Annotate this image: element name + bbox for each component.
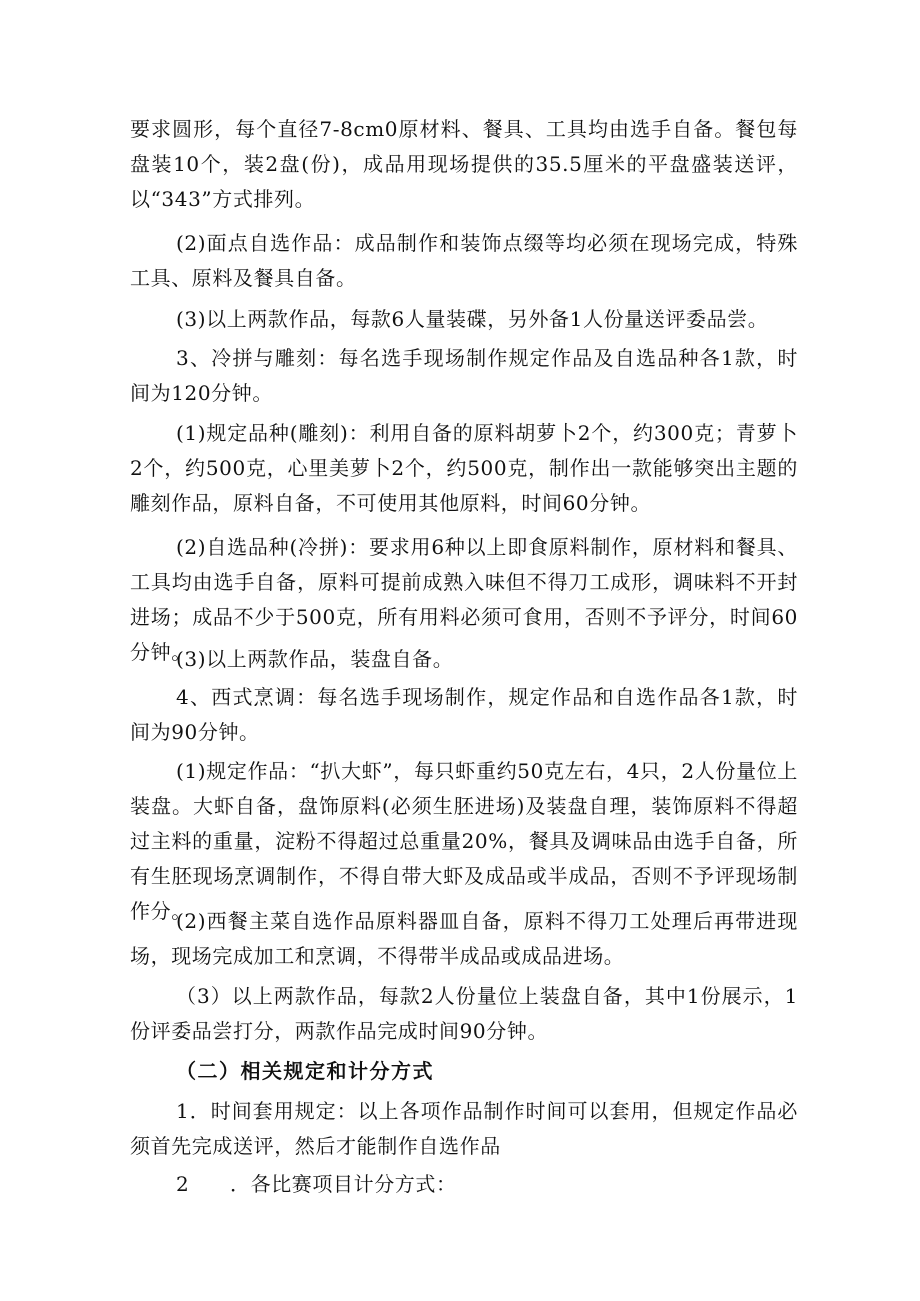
paragraph-western-cooking-title: 4、西式烹调：每名选手现场制作，规定作品和自选作品各1款，时间为90分钟。 — [130, 685, 798, 744]
paragraph-cold-platter: (2)自选品种(冷拼)：要求用6种以上即食原料制作，原材料和餐具、工具均由选手自备，原料可提前成熟入味但不得刀工成形，调味料不开封进场；成品不少于500克，所有用料必须可食用，否则不予评分，时间60分钟。 — [130, 535, 798, 664]
rule-2-text: ．各比赛项目计分方式： — [230, 1172, 457, 1196]
section-heading: （二）相关规定和计分方式 — [176, 1059, 434, 1083]
paragraph-western-plating: （3）以上两款作品，每款2人份量位上装盘自备，其中1份展示，1份评委品尝打分，两款作品完成时间90分钟。 — [130, 984, 798, 1043]
paragraph-pastry-selected: (2)面点自选作品：成品制作和装饰点缀等均必须在现场完成，特殊工具、原料及餐具自备。 — [130, 231, 798, 290]
rule-2-number: 2 — [176, 1172, 189, 1196]
paragraph-western-required: (1)规定作品：“扒大虾”，每只虾重约50克左右，4只，2人份量位上装盘。大虾自备，盘饰原料(必须生胚进场)及装盘自理，装饰原料不得超过主料的重量，淀粉不得超过总重量20%，餐具及调味品由选手自备，所有生胚现场烹调制作，不得自带大虾及成品或半成品，否则不予评现场制作分。 — [130, 759, 798, 923]
paragraph-cold-carving-title: 3、冷拼与雕刻：每名选手现场制作规定作品及自选品种各1款，时间为120分钟。 — [130, 346, 798, 405]
paragraph-bread-requirements: 要求圆形，每个直径7-8cm0原材料、餐具、工具均由选手自备。餐包每盘装10个，装2盘(份)，成品用现场提供的35.5厘米的平盘盛装送评，以“343”方式排列。 — [130, 117, 798, 211]
paragraph-cold-plating: (3)以上两款作品，装盘自备。 — [176, 647, 454, 671]
paragraph-rule-time: 1．时间套用规定：以上各项作品制作时间可以套用，但规定作品必须首先完成送评，然后才能制作自选作品 — [130, 1099, 798, 1158]
paragraph-carving-required: (1)规定品种(雕刻)：利用自备的原料胡萝卜2个，约300克；青萝卜2个，约500克，心里美萝卜2个，约500克，制作出一款能够突出主题的雕刻作品，原料自备，不可使用其他原料，时间60分钟。 — [130, 421, 798, 515]
paragraph-pastry-plating: (3)以上两款作品，每款6人量装碟，另外备1人份量送评委品尝。 — [176, 307, 769, 331]
paragraph-western-main: (2)西餐主菜自选作品原料器皿自备，原料不得刀工处理后再带进现场，现场完成加工和烹调，不得带半成品或成品进场。 — [130, 909, 798, 968]
